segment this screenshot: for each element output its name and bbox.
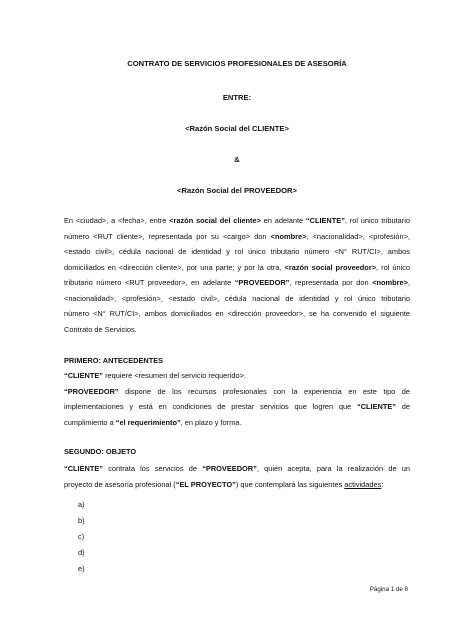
section-heading-primero: PRIMERO: ANTECEDENTES <box>64 356 164 365</box>
activity-item-c: c) <box>78 532 85 541</box>
intro-line: <estado civil>, cédula nacional de identidad y rol único tributario número <N° RUT/CI>, ambos <box>64 247 410 256</box>
activity-item-e: e) <box>78 564 85 573</box>
intro-line: Contrato de Servicios. <box>64 324 137 334</box>
primero-line: cumplimiento a “el requerimiento”, en plazo y forma. <box>64 417 242 427</box>
segundo-line: “CLIENTE” contrata los servicios de “PROVEEDOR”, quien acepta, para la realización de un <box>64 464 410 473</box>
intro-line: número <N° RUT/CI>, ambos domiciliados en <dirección proveedor>, se ha convenido el siguiente <box>64 309 410 318</box>
segundo-paragraph <box>64 461 410 492</box>
activity-item-d: d) <box>78 548 85 557</box>
ampersand: & <box>234 155 240 164</box>
segundo-line: proyecto de asesoría profesional (“EL PROYECTO”) que contemplará las siguientes actividades: <box>64 479 384 489</box>
provider-name: <Razón Social del PROVEEDOR> <box>177 186 297 195</box>
intro-line: domiciliados en <dirección cliente>, por una parte; y por la otra, <razón social proveedor>, rol único <box>64 262 410 272</box>
between-label: ENTRE: <box>222 93 252 102</box>
primero-line: implementaciones y está en condiciones de prestar servicios que logren que “CLIENTE” de <box>64 402 410 411</box>
intro-line: número <RUT cliente>, representada por su <cargo> don <nombre>, <nacionalidad>, <profesión>, <box>64 231 410 241</box>
intro-line: tributario número <RUT proveedor>, en adelante “PROVEEDOR”, representada por don <nombre>, <box>64 278 410 287</box>
primero-paragraph <box>64 368 410 430</box>
client-name: <Razón Social del CLIENTE> <box>185 124 289 133</box>
contract-title: CONTRATO DE SERVICIOS PROFESIONALES DE ASESORÍA <box>127 59 347 68</box>
intro-line: <nacionalidad>, <profesión>, <estado civil>, cédula nacional de identidad y rol único tributario <box>64 293 410 303</box>
primero-line: “CLIENTE” requiere <resumen del servicio requerido>. <box>64 371 246 380</box>
page-number: Página 1 de 8 <box>369 586 408 593</box>
section-heading-segundo: SEGUNDO: OBJETO <box>64 447 137 456</box>
primero-line: “PROVEEDOR” dispone de los recursos profesionales con la experiencia en este tipo de <box>64 386 410 396</box>
activity-item-a: a) <box>78 500 85 509</box>
activity-item-b: b) <box>78 516 85 525</box>
intro-line: En <ciudad>, a <fecha>, entre <razón social del cliente> en adelante “CLIENTE”, rol único tributario <box>64 216 410 225</box>
intro-paragraph <box>64 213 410 337</box>
